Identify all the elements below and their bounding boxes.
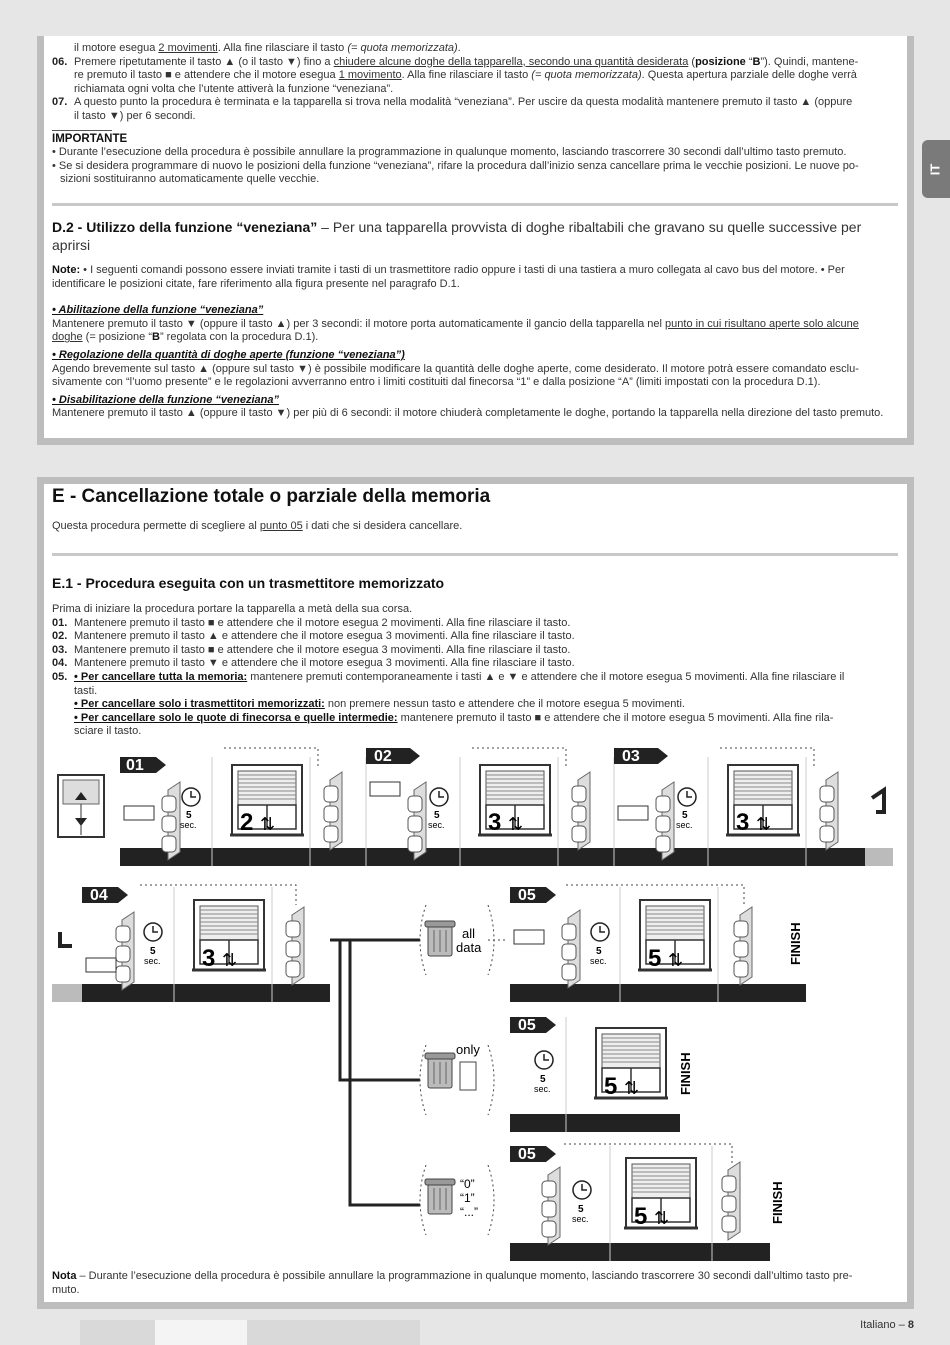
initial-window xyxy=(58,775,104,837)
svg-text:⇅: ⇅ xyxy=(508,814,524,834)
seconds-label: sec. xyxy=(590,956,607,966)
diagram-step-label: 04 xyxy=(90,887,108,904)
svg-text:⇅: ⇅ xyxy=(654,1208,670,1228)
step-07: 07. A questo punto la procedura è terminata e la tapparella si trova nella modalità “veneziana”. Per uscire da questa modalità mantenere premuto il tasto ▲ (oppure il tasto ▼) per 6 secondi. xyxy=(52,96,853,122)
note-label: Note: xyxy=(52,264,81,276)
importante-bullet-2: • Se si desidera programmare di nuovo le posizioni della funzione “veneziana”, rifare la procedura dall’inizio senza cancellare prima le vecchie posizioni. Le nuove po- xyxy=(52,159,859,172)
svg-text:⇅: ⇅ xyxy=(756,814,772,834)
svg-text:⇅: ⇅ xyxy=(624,1078,640,1098)
step-number: 03. xyxy=(52,643,68,656)
movement-count: 3 xyxy=(736,809,750,836)
step-number: 02. xyxy=(52,630,68,643)
seconds-value: 5 xyxy=(540,1074,546,1085)
continuation-line: il motore esegua 2 movimenti. Alla fine rilasciare il tasto (= quota memorizzata). xyxy=(74,42,461,54)
diagram-step-label: 05 xyxy=(518,887,536,904)
seconds-value: 5 xyxy=(596,946,602,957)
finish-label: FINISH xyxy=(770,1181,785,1224)
step-text: Mantenere premuto il tasto ■ e attendere che il motore esegua 3 movimenti. Alla fine rilasciare il tasto. xyxy=(74,643,571,656)
step-number: 04. xyxy=(52,657,68,670)
movement-count: 5 xyxy=(634,1203,648,1230)
diagram-step-label: 05 xyxy=(518,1146,536,1163)
finish-label: FINISH xyxy=(678,1052,693,1095)
seconds-value: 5 xyxy=(434,810,440,821)
svg-text:5: 5 xyxy=(186,810,192,821)
footer-bar-highlight xyxy=(155,1320,247,1345)
footer-bar xyxy=(80,1320,420,1345)
svg-text:⇅: ⇅ xyxy=(260,814,276,834)
step-text: Mantenere premuto il tasto ■ e attendere che il motore esegua 2 movimenti. Alla fine rilasciare il tasto. xyxy=(74,616,571,629)
seconds-label: sec. xyxy=(428,820,445,830)
e1-prerequisite: Prima di iniziare la procedura portare la tapparella a metà della sua corsa. xyxy=(52,603,413,615)
svg-text:⇅: ⇅ xyxy=(222,950,238,970)
ellipsis-label: “...” xyxy=(460,1205,478,1219)
step-number: 01. xyxy=(52,616,68,629)
e1-title: E.1 - Procedura eseguita con un trasmettitore memorizzato xyxy=(52,575,445,591)
page-number: Italiano – 8 xyxy=(860,1319,914,1331)
d2-section: D.2 - Utilizzo della funzione “veneziana” – Per una tapparella provvista di doghe ribaltabili che gravano su quelle successive per aprirsi Note: • I seguenti comandi possono essere inviati tramite i tasti di un trasmettitore radio oppure i tasti di una tastiera a muro collegata al cavo bus del motore. • Per identificare le posizioni citate, fare riferimento alla figura presente nel paragrafo D.1. • Abilitazione della funzione “veneziana” Mantenere premuto il tasto ▼ (oppure il tasto ▲) per 3 secondi: il motore porta automaticamente il gancio della tapparella nel punto in cui risultano aperte solo alcune doghe (= posizione “B” regolata con la procedura D.1). • Regolazione della quantità di doghe aperte (funzione “veneziana”) Agendo brevemente sul tasto ▲ (oppure sul tasto ▼) è possibile modificare la quantità delle doghe aperte, come desiderato. Il motore potrà essere comandato esclu- sivamente con “l’uomo presente” e le regolazioni avverranno entro i limiti costituiti dal finecorsa “1” e dalla posizione “A” (limiti impostati con la procedura D.1). • Disabilitazione della funzione “veneziana” Mantenere premuto il tasto ▲ (oppure il tasto ▼) per più di 6 secondi: il motore chiuderà completamente le doghe, portando la tapparella nella direzione del tasto premuto. xyxy=(52,218,898,421)
seconds-label: sec. xyxy=(180,820,197,830)
step-text: Mantenere premuto il tasto ▲ e attendere che il motore esegua 3 movimenti. Alla fine rilasciare il tasto. xyxy=(74,630,575,643)
disabilitazione-title: • Disabilitazione della funzione “veneziana” xyxy=(52,393,279,406)
nota: Nota – Durante l’esecuzione della procedura è possibile annullare la programmazione in qualunque momento, lasciando trascorrere 30 secondi dall’ultimo tasto pre- muto. xyxy=(52,1270,853,1296)
zero-label: “0” xyxy=(460,1177,475,1191)
data-label: data xyxy=(456,940,482,955)
one-label: “1” xyxy=(460,1191,475,1205)
step-05: 05. • Per cancellare tutta la memoria: mantenere premuti contemporaneamente i tasti ▲ e ▼ e attendere che il motore esegua 5 movimenti. Alla fine rilasciare il tasti. • Per cancellare solo i trasmettitori memorizzati: non premere nessun tasto e attendere che il motore esegua 5 movimenti. • Per cancellare solo le quote di finecorsa e quelle intermedie: mantenere premuto il tasto ■ e attendere che il motore esegua 5 movimenti. Alla fine rila- sciare il tasto. xyxy=(52,670,845,738)
d2-title: D.2 - Utilizzo della funzione “veneziana” xyxy=(52,219,318,235)
step-06: 06. Premere ripetutamente il tasto ▲ (o il tasto ▼) fino a chiudere alcune doghe della tapparella, secondo una quantità desiderata (posizione “B”). Quindi, mantene- re premuto il tasto ■ e attendere che il motore esegua 1 movimento. Alla fine rilasciare il tasto (= quota memorizzata). Questa apertura parziale delle doghe verrà richiamata ogni volta che l’utente attiverà la funzione “veneziana”. xyxy=(52,55,859,95)
movement-count: 3 xyxy=(488,809,502,836)
seconds-label: sec. xyxy=(572,1214,589,1224)
seconds-value: 5 xyxy=(578,1204,584,1215)
d2-subtitle: – Per una tapparella provvista di doghe ribaltabili che gravano su quelle successive per aprirsi xyxy=(52,219,862,253)
section-e-intro: Questa procedura permette di scegliere al punto 05 i dati che si desidera cancellare. xyxy=(52,520,463,532)
svg-text:⇅: ⇅ xyxy=(668,950,684,970)
movement-count: 2 xyxy=(240,809,254,836)
importante-bullet-2-cont: sizioni sostituiranno automaticamente quelle vecchie. xyxy=(60,173,320,186)
diagram-step-label: 01 xyxy=(126,757,144,774)
seconds-label: sec. xyxy=(676,820,693,830)
section-e-title: E - Cancellazione totale o parziale della memoria xyxy=(52,486,491,507)
importante-heading: IMPORTANTE xyxy=(52,132,128,145)
seconds-label: sec. xyxy=(534,1084,551,1094)
abilitazione-title: • Abilitazione della funzione “veneziana” xyxy=(52,304,264,317)
all-label: all xyxy=(462,926,476,941)
diagram-step-label: 05 xyxy=(518,1017,536,1034)
seconds-value: 5 xyxy=(150,946,156,957)
diagram-step-label: 03 xyxy=(622,748,640,765)
only-label: only xyxy=(456,1042,480,1057)
regolazione-title: • Regolazione della quantità di doghe aperte (funzione “veneziana”) xyxy=(52,348,405,361)
movement-count: 5 xyxy=(604,1073,618,1100)
step-text: Mantenere premuto il tasto ▼ e attendere che il motore esegua 3 movimenti. Alla fine rilasciare il tasto. xyxy=(74,657,575,670)
diagram-step-label: 02 xyxy=(374,748,392,765)
seconds-value: 5 xyxy=(682,810,688,821)
finish-label: FINISH xyxy=(788,922,803,965)
language-tab-label: IT xyxy=(927,163,943,176)
movement-count: 5 xyxy=(648,945,662,972)
importante-bullet-1: • Durante l’esecuzione della procedura è possibile annullare la programmazione in qualunque momento, lasciando trascorrere 30 secondi dall’ultimo tasto premuto. xyxy=(52,146,847,159)
seconds-label: sec. xyxy=(144,956,161,966)
movement-count: 3 xyxy=(202,945,216,972)
